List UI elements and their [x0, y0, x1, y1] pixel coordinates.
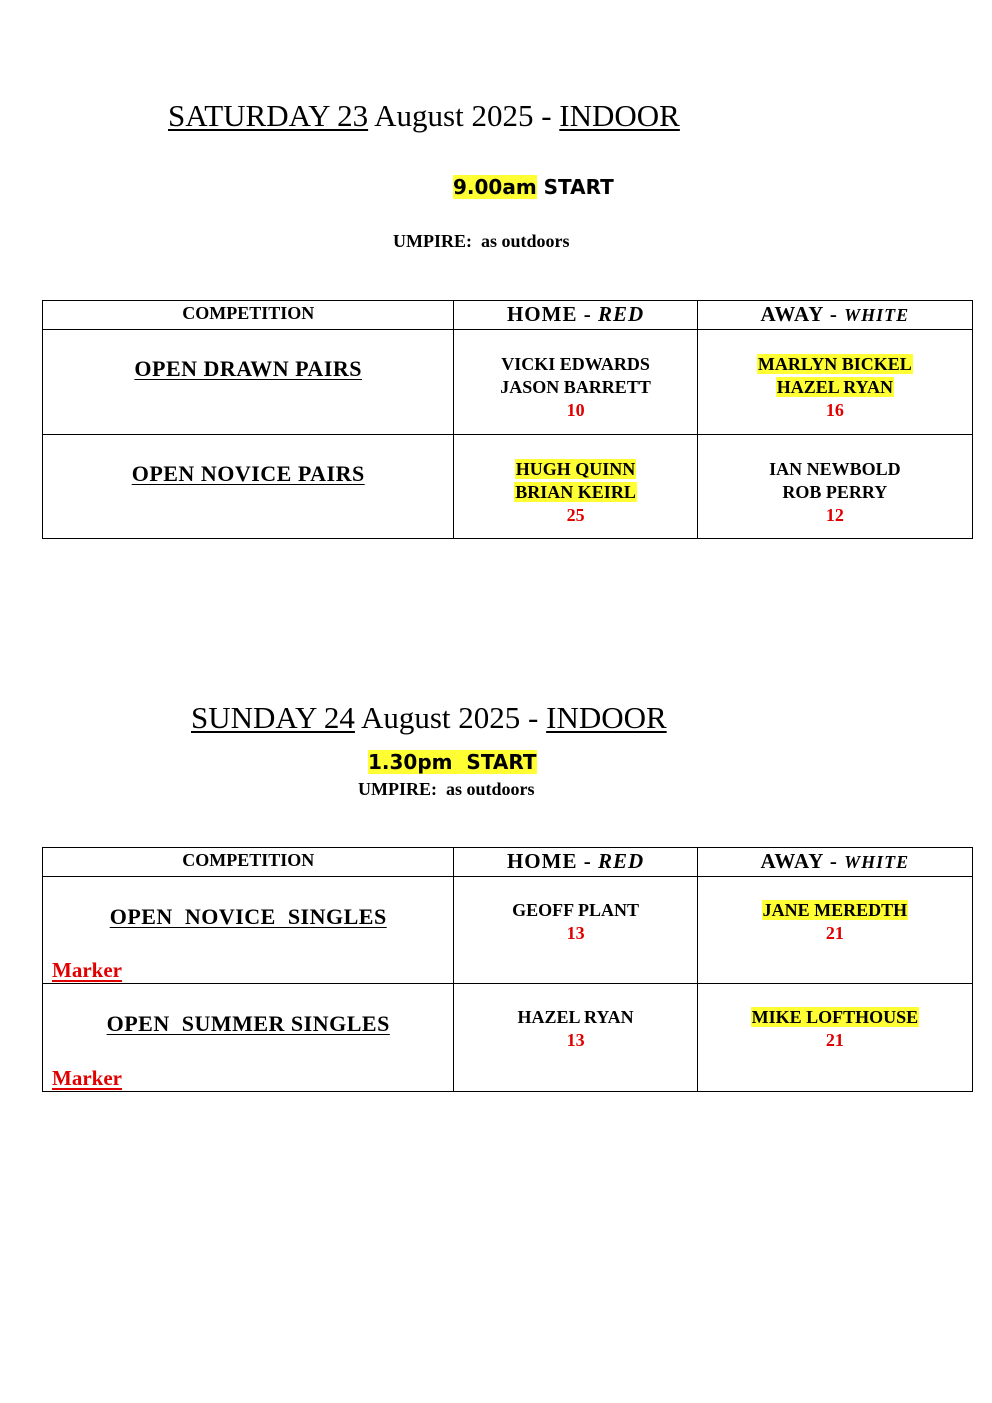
header-home-separator: - — [577, 849, 598, 873]
header-competition: COMPETITION — [43, 301, 454, 330]
table-header-row — [43, 848, 973, 877]
table-row — [43, 330, 973, 435]
competition-name: OPEN SUMMER SINGLES — [106, 1011, 390, 1036]
table-row — [43, 877, 973, 984]
home-score: 10 — [566, 400, 585, 420]
header-home — [454, 848, 697, 877]
saturday-start-time — [453, 175, 614, 199]
home-cell — [454, 984, 697, 1092]
home-score: 25 — [566, 505, 585, 525]
home-player: HUGH QUINN — [515, 459, 636, 479]
home-player: HAZEL RYAN — [517, 1007, 634, 1027]
table-header-row — [43, 301, 973, 330]
table-row — [43, 984, 973, 1092]
away-cell — [697, 435, 972, 539]
away-player: HAZEL RYAN — [776, 377, 893, 397]
sunday-start-time — [368, 750, 537, 774]
sunday-title-venue: INDOOR — [546, 700, 667, 735]
home-player: VICKI EDWARDS — [501, 354, 650, 374]
home-cell — [454, 435, 697, 539]
away-cell — [697, 330, 972, 435]
sunday-title — [191, 700, 667, 736]
sunday-umpire: UMPIRE: as outdoors — [358, 779, 535, 799]
away-score: 21 — [825, 923, 844, 943]
header-home-color: RED — [597, 849, 645, 873]
header-away-separator: - — [823, 849, 845, 873]
header-away — [697, 301, 972, 330]
header-away-separator: - — [823, 302, 845, 326]
away-score: 16 — [825, 400, 844, 420]
competition-cell — [43, 330, 454, 435]
header-home — [454, 301, 697, 330]
home-score: 13 — [566, 1030, 585, 1050]
competition-name: OPEN DRAWN PAIRS — [134, 356, 363, 381]
away-cell — [697, 877, 972, 984]
saturday-schedule-table — [42, 300, 973, 539]
header-away — [697, 848, 972, 877]
saturday-title — [168, 98, 680, 134]
saturday-start-label: START — [536, 175, 614, 199]
saturday-title-day: SATURDAY 23 — [168, 98, 369, 133]
competition-cell — [43, 435, 454, 539]
away-player: MARLYN BICKEL — [757, 354, 912, 374]
home-player: BRIAN KEIRL — [515, 482, 636, 502]
competition-name: OPEN NOVICE PAIRS — [131, 461, 365, 486]
header-home-label: HOME — [506, 849, 578, 873]
saturday-umpire: UMPIRE: as outdoors — [393, 231, 570, 251]
competition-cell — [43, 984, 454, 1092]
away-player: MIKE LOFTHOUSE — [751, 1007, 919, 1027]
sunday-title-middle: August 2025 - — [354, 700, 547, 735]
home-player: JASON BARRETT — [500, 377, 651, 397]
home-player: GEOFF PLANT — [512, 900, 639, 920]
home-cell — [454, 330, 697, 435]
away-player: JANE MEREDTH — [762, 900, 908, 920]
away-score: 12 — [825, 505, 844, 525]
header-home-separator: - — [577, 302, 598, 326]
header-away-color: WHITE — [844, 305, 910, 325]
marker-label: Marker — [52, 1066, 122, 1090]
sunday-title-day: SUNDAY 24 — [191, 700, 355, 735]
competition-cell — [43, 877, 454, 984]
header-away-color: WHITE — [844, 852, 910, 872]
header-competition: COMPETITION — [43, 848, 454, 877]
saturday-start-time-value: 9.00am — [453, 175, 537, 199]
home-score: 13 — [566, 923, 585, 943]
header-home-label: HOME — [506, 302, 578, 326]
saturday-title-middle: August 2025 - — [368, 98, 560, 133]
header-home-color: RED — [597, 302, 645, 326]
marker-label: Marker — [52, 958, 122, 982]
header-away-label: AWAY — [760, 849, 824, 873]
away-cell — [697, 984, 972, 1092]
home-cell — [454, 877, 697, 984]
competition-name: OPEN NOVICE SINGLES — [109, 904, 387, 929]
table-row — [43, 435, 973, 539]
header-away-label: AWAY — [760, 302, 824, 326]
sunday-start-time-value: 1.30pm START — [368, 750, 537, 774]
away-player: IAN NEWBOLD — [769, 459, 901, 479]
away-player: ROB PERRY — [782, 482, 888, 502]
saturday-title-venue: INDOOR — [559, 98, 680, 133]
sunday-schedule-table — [42, 847, 973, 1092]
away-score: 21 — [825, 1030, 844, 1050]
